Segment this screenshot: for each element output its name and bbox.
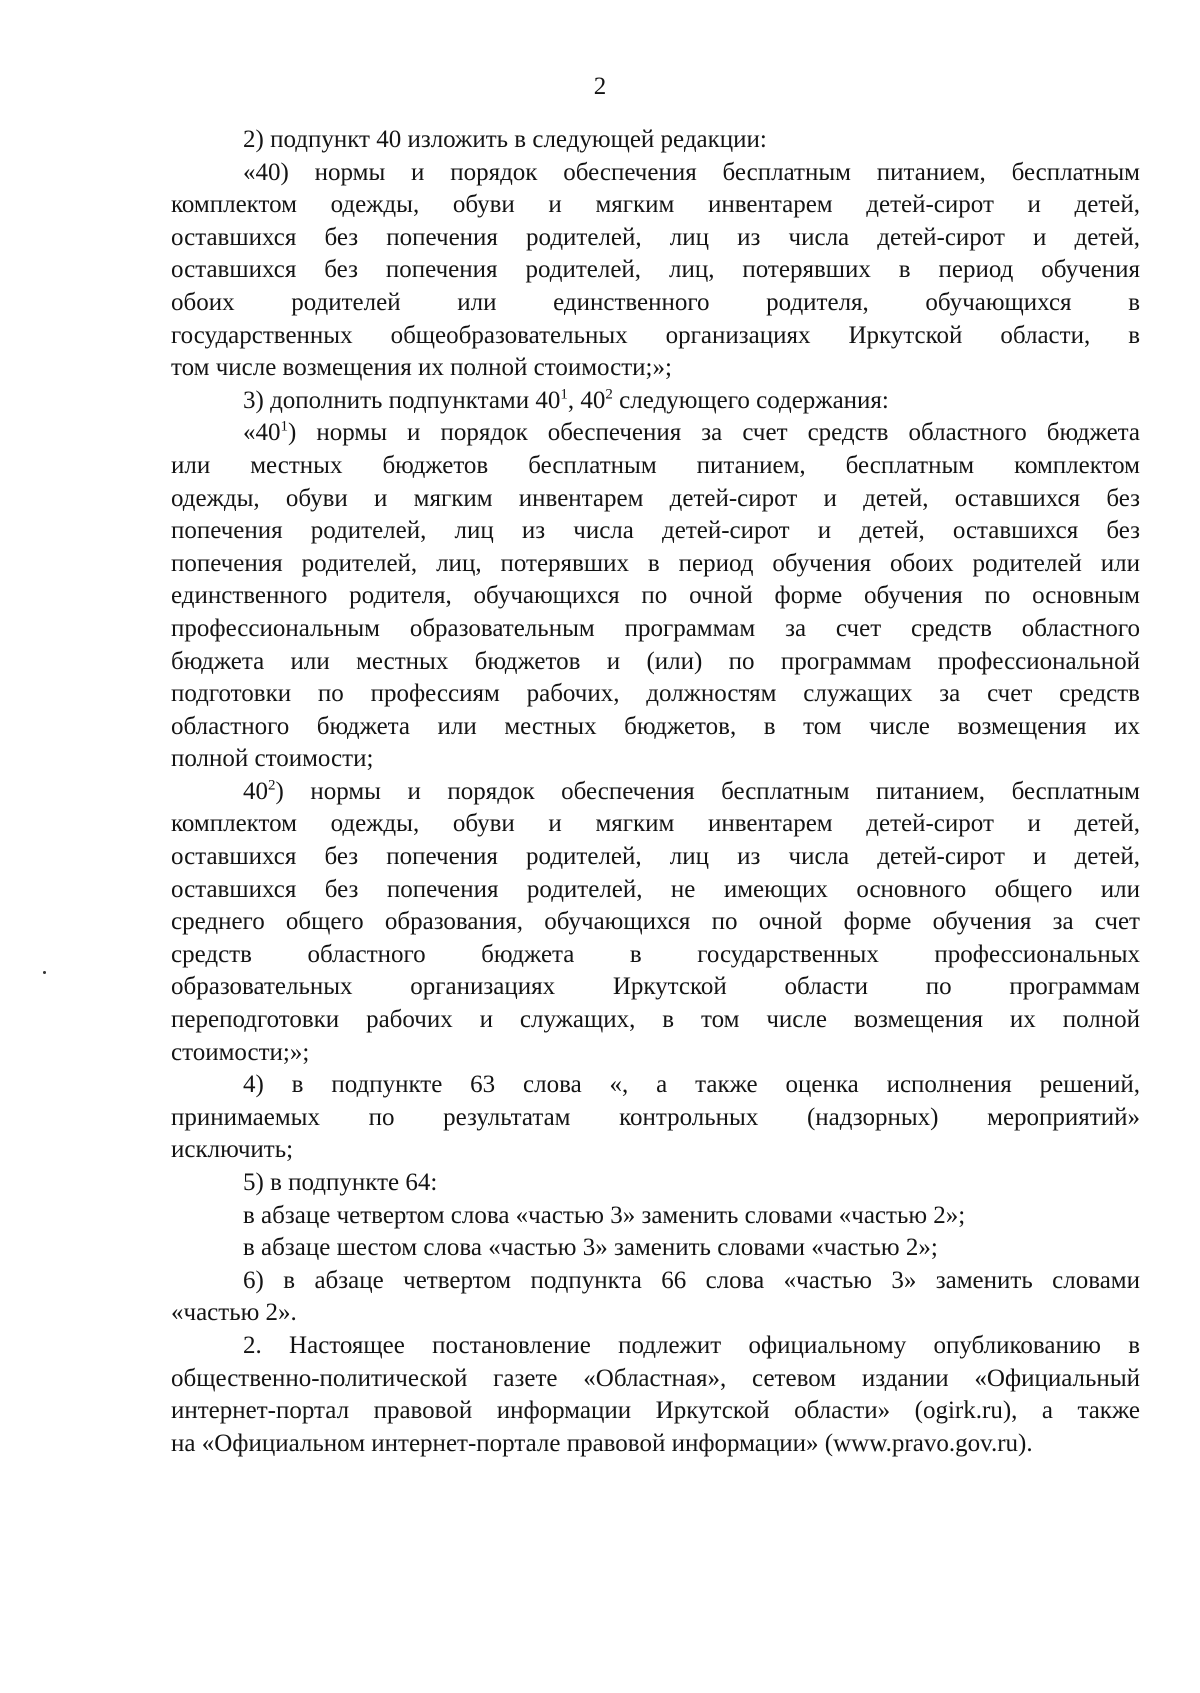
- page-number: 2: [593, 73, 607, 100]
- text-line: 2. Настоящее постановление подлежит официальному опубликованию в: [243, 1331, 1140, 1359]
- text-run: следующего содержания:: [612, 386, 889, 414]
- text-line: оставшихся без попечения родителей, лиц из числа детей-сирот и детей,: [171, 223, 1140, 251]
- text-line: оставшихся без попечения родителей, лиц, потерявших в период обучения: [171, 256, 1140, 284]
- text-line: обоих родителей или единственного родителя, обучающихся в: [171, 288, 1140, 316]
- text-run: «40: [243, 419, 281, 447]
- paragraph-subpoint-40-2: [171, 776, 1140, 1069]
- text-line: бюджета или местных бюджетов и (или) по программам профессиональной: [171, 647, 1140, 675]
- text-line: полной стоимости;: [171, 745, 374, 773]
- text-line: комплектом одежды, обуви и мягким инвентарем детей-сирот и детей,: [171, 810, 1140, 838]
- text-line: 6) в абзаце четвертом подпункта 66 слова «частью 3» заменить словами: [243, 1266, 1140, 1294]
- text-line: единственного родителя, обучающихся по очной форме обучения по основным: [171, 582, 1140, 610]
- text-line: «частью 2».: [171, 1299, 297, 1327]
- text-line: на «Официальном интернет-портале правовой информации» (www.pravo.gov.ru).: [171, 1429, 1033, 1457]
- text-line: комплектом одежды, обуви и мягким инвентарем детей-сирот и детей,: [171, 191, 1140, 219]
- text-line: попечения родителей, лиц, потерявших в период обучения обоих родителей или: [171, 549, 1140, 577]
- text-line: средств областного бюджета в государственных профессиональных: [171, 940, 1140, 968]
- text-line: переподготовки рабочих и служащих, в том числе возмещения их полной: [171, 1006, 1140, 1034]
- text-line: среднего общего образования, обучающихся по очной форме обучения за счет: [171, 908, 1140, 936]
- text-line: государственных общеобразовательных организациях Иркутской области, в: [171, 321, 1140, 349]
- text-line: принимаемых по результатам контрольных (надзорных) мероприятий»: [171, 1103, 1140, 1131]
- text-run: 40: [243, 777, 268, 805]
- text-run: 3) дополнить подпунктами 40: [243, 386, 561, 414]
- superscript: 2: [268, 777, 276, 794]
- paragraph-subpoint-66: [171, 1265, 1140, 1330]
- paragraph-publication: [171, 1330, 1140, 1460]
- text-line: подготовки по профессиям рабочих, должностям служащих за счет средств: [171, 680, 1140, 708]
- text-line: одежды, обуви и мягким инвентарем детей-сирот и детей, оставшихся без: [171, 484, 1140, 512]
- text-line: исключить;: [171, 1136, 294, 1164]
- document-body: [171, 124, 1140, 1460]
- text-line: 4) в подпункте 63 слова «, а также оценка исполнения решений,: [243, 1071, 1140, 1099]
- superscript: 2: [605, 386, 613, 403]
- text-line: «40) нормы и порядок обеспечения бесплатным питанием, бесплатным: [243, 158, 1140, 186]
- paragraph-fourth-abzac: в абзаце четвертом слова «частью 3» заменить словами «частью 2»;: [243, 1201, 966, 1229]
- text-line: интернет-портал правовой информации Иркутской области» (ogirk.ru), а также: [171, 1397, 1140, 1425]
- text-run: ) нормы и порядок обеспечения бесплатным питанием, бесплатным: [275, 777, 1140, 805]
- text-line: том числе возмещения их полной стоимости;»;: [171, 354, 672, 382]
- paragraph-subpoint-40-intro: 2) подпункт 40 изложить в следующей редакции:: [243, 126, 767, 153]
- text-line: областного бюджета или местных бюджетов, в том числе возмещения их: [171, 712, 1140, 740]
- text-line: [171, 417, 1140, 450]
- paragraph-sixth-abzac: в абзаце шестом слова «частью 3» заменить словами «частью 2»;: [243, 1234, 938, 1262]
- paragraph-add-subpoints: [171, 385, 1140, 418]
- superscript: 1: [280, 419, 288, 436]
- text-line: общественно-политической газете «Областная», сетевом издании «Официальный: [171, 1364, 1140, 1392]
- paragraph-subpoint-40-text: [171, 157, 1140, 385]
- text-line: стоимости;»;: [171, 1038, 310, 1066]
- text-line: оставшихся без попечения родителей, лиц из числа детей-сирот и детей,: [171, 843, 1140, 871]
- text-line: оставшихся без попечения родителей, не имеющих основного общего или: [171, 875, 1140, 903]
- scan-dot-mark: [43, 971, 46, 974]
- text-run: , 40: [567, 386, 606, 414]
- superscript: 1: [560, 386, 568, 403]
- text-line: попечения родителей, лиц из числа детей-сирот и детей, оставшихся без: [171, 517, 1140, 545]
- paragraph-subpoint-63: [171, 1069, 1140, 1167]
- paragraph-subpoint-40-1: [171, 417, 1140, 776]
- paragraph-subpoint-64: 5) в подпункте 64:: [243, 1169, 438, 1196]
- text-line: или местных бюджетов бесплатным питанием, бесплатным комплектом: [171, 451, 1140, 479]
- text-line: [171, 776, 1140, 809]
- text-line: профессиональным образовательным программам за счет средств областного: [171, 614, 1140, 642]
- text-run: ) нормы и порядок обеспечения за счет средств областного бюджета: [288, 419, 1140, 447]
- text-line: образовательных организациях Иркутской области по программам: [171, 973, 1140, 1001]
